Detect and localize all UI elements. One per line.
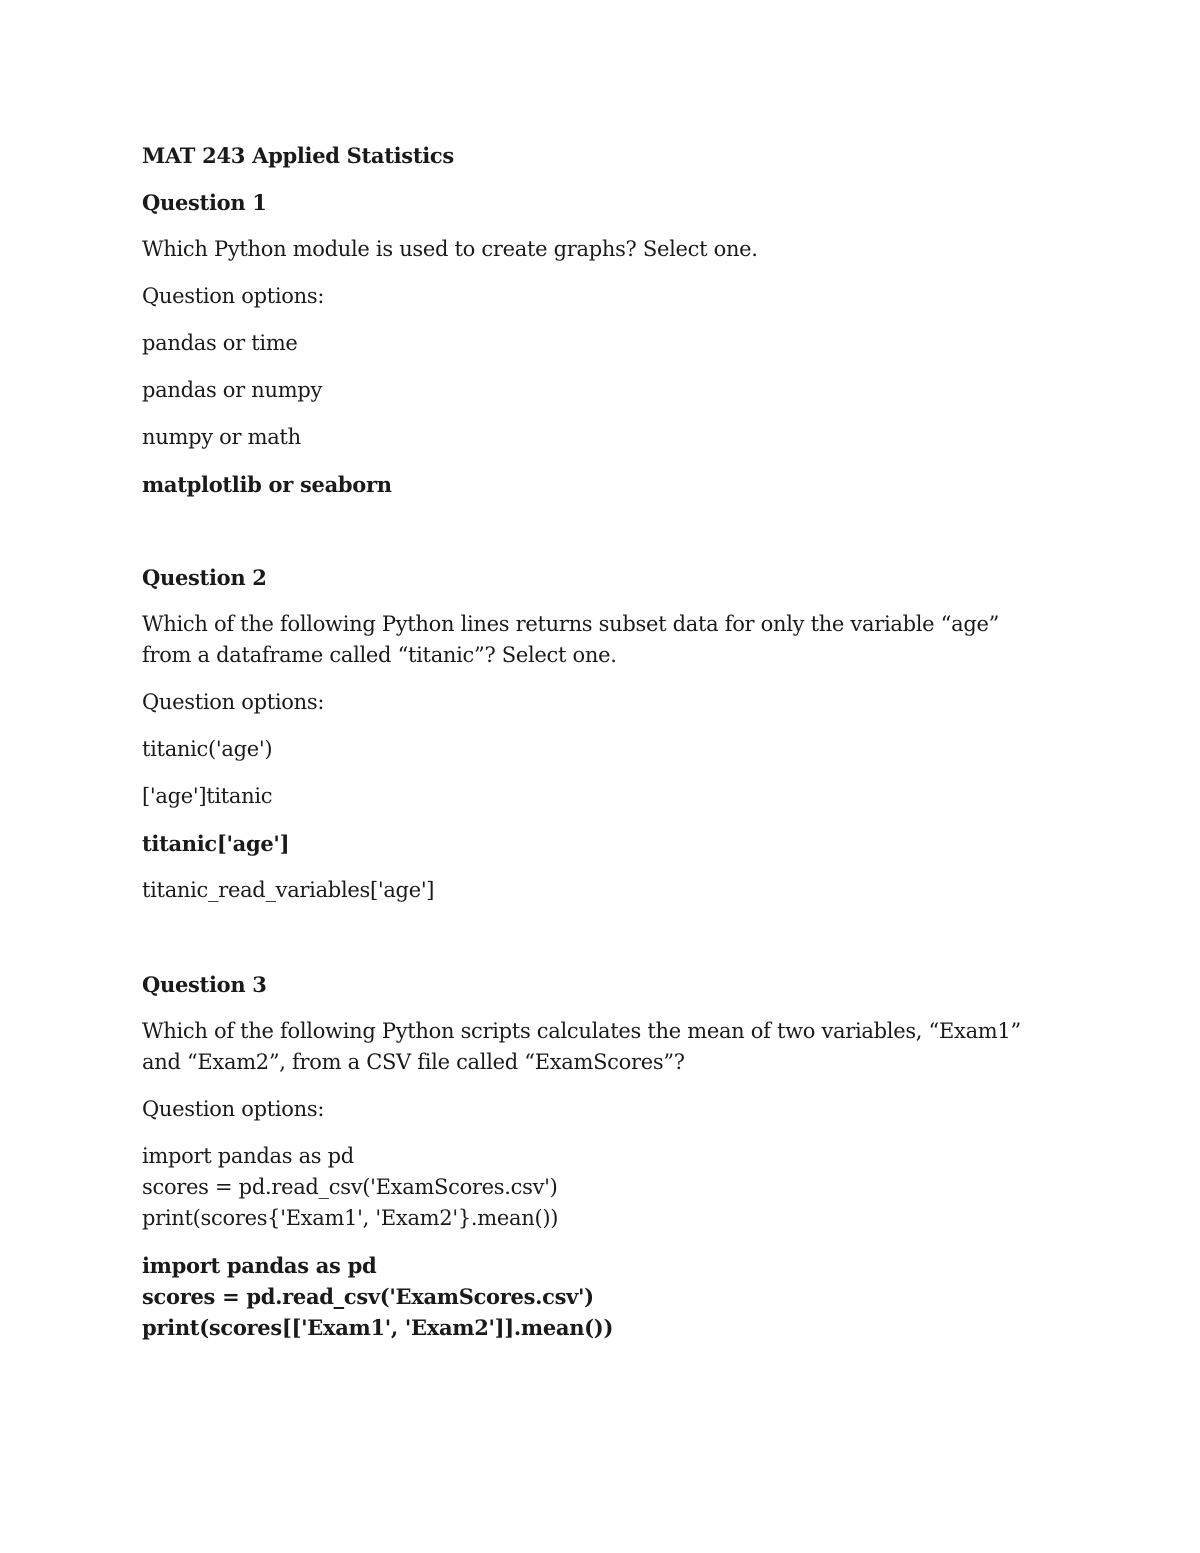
options-label: Question options:: [142, 1097, 325, 1121]
option-line: titanic['age']: [142, 831, 290, 856]
option-line: titanic_read_variables['age']: [142, 878, 435, 902]
option-line: ['age']titanic: [142, 784, 273, 808]
option-line: pandas or time: [142, 331, 298, 355]
option-line: titanic('age'): [142, 737, 273, 761]
option-item: [142, 422, 1042, 453]
document-page: [142, 140, 1042, 1405]
option-line: import pandas as pd: [142, 1253, 377, 1278]
option-item: [142, 875, 1042, 906]
options-label: Question options:: [142, 284, 325, 308]
option-item: [142, 1141, 1042, 1234]
question-3: [142, 969, 1042, 1343]
option-line: print(scores[['Exam1', 'Exam2']].mean()): [142, 1315, 614, 1340]
question-heading: Question 2: [142, 565, 267, 590]
question-text: Which of the following Python scripts calculates the mean of two variables, “Exam1” and “Exam2”, from a CSV file called “ExamScores”?: [142, 1019, 1021, 1074]
option-item-correct: [142, 1250, 1042, 1343]
option-item: [142, 328, 1042, 359]
question-1: [142, 187, 1042, 500]
option-line: pandas or numpy: [142, 378, 323, 402]
option-line: numpy or math: [142, 425, 301, 449]
question-text: Which Python module is used to create graphs? Select one.: [142, 237, 758, 261]
option-item-correct: [142, 469, 1042, 500]
question-heading: Question 1: [142, 190, 267, 215]
question-2: [142, 562, 1042, 906]
option-item: [142, 781, 1042, 812]
option-line: matplotlib or seaborn: [142, 472, 392, 497]
option-line: import pandas as pd: [142, 1144, 354, 1168]
options-label: Question options:: [142, 690, 325, 714]
option-item: [142, 734, 1042, 765]
question-heading: Question 3: [142, 972, 267, 997]
option-line: scores = pd.read_csv('ExamScores.csv'): [142, 1284, 594, 1309]
option-line: print(scores{'Exam1', 'Exam2'}.mean()): [142, 1206, 559, 1230]
option-item-correct: [142, 828, 1042, 859]
document-title: MAT 243 Applied Statistics: [142, 143, 454, 168]
option-line: scores = pd.read_csv('ExamScores.csv'): [142, 1175, 558, 1199]
question-text: Which of the following Python lines returns subset data for only the variable “age” from a dataframe called “titanic”? Select one.: [142, 612, 1000, 667]
option-item: [142, 375, 1042, 406]
